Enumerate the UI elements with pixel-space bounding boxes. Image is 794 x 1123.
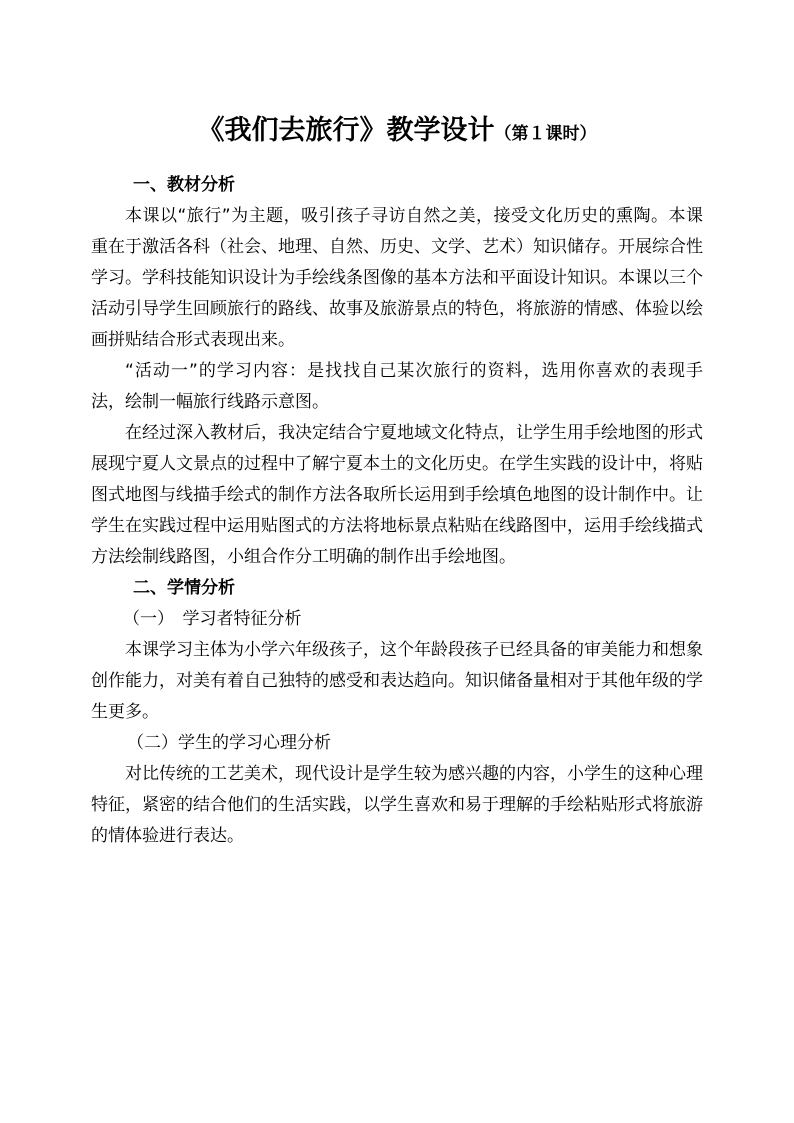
paragraph: 本课学习主体为小学六年级孩子，这个年龄段孩子已经具备的审美能力和想象创作能力，对美有着自己独特的感受和表达趋向。知识储备量相对于其他年级的学生更多。 — [91, 640, 703, 722]
subsection-heading-learner-characteristics: （一） 学习者特征分析 — [123, 609, 302, 629]
title-main: 《我们去旅行》教学设计 — [197, 115, 495, 146]
title-lesson-number: （第１课时） — [494, 124, 597, 144]
document-title — [0, 108, 794, 147]
paragraph: 在经过深入教材后，我决定结合宁夏地域文化特点，让学生用手绘地图的形式展现宁夏人文景点的过程中了解宁夏本土的文化历史。在学生实践的设计中，将贴图式地图与线描手绘式的制作方法各取所长运用到手绘填色地图的设计制作中。让学生在实践过程中运用贴图式的方法将地标景点粘贴在线路图中，运用手绘线描式方法绘制线路图，小组合作分工明确的制作出手绘地图。 — [91, 423, 703, 567]
subsection-heading-learning-psychology: （二）学生的学习心理分析 — [127, 733, 331, 753]
document-body — [91, 170, 703, 852]
section-heading-textbook-analysis: 一、教材分析 — [133, 175, 235, 195]
section-heading-student-analysis: 二、学情分析 — [133, 578, 235, 598]
paragraph: “活动一”的学习内容：是找找自己某次旅行的资料，选用你喜欢的表现手法，绘制一幅旅行线路示意图。 — [91, 361, 703, 412]
paragraph: 对比传统的工艺美术，现代设计是学生较为感兴趣的内容，小学生的这种心理特征，紧密的结合他们的生活实践，以学生喜欢和易于理解的手绘粘贴形式将旅游的情体验进行表达。 — [91, 764, 703, 846]
paragraph: 本课以“旅行”为主题，吸引孩子寻访自然之美，接受文化历史的熏陶。本课重在于激活各科（社会、地理、自然、历史、文学、艺术）知识储存。开展综合性学习。学科技能知识设计为手绘线条图像的基本方法和平面设计知识。本课以三个活动引导学生回顾旅行的路线、故事及旅游景点的特色，将旅游的情感、体验以绘画拼贴结合形式表现出来。 — [91, 206, 703, 350]
